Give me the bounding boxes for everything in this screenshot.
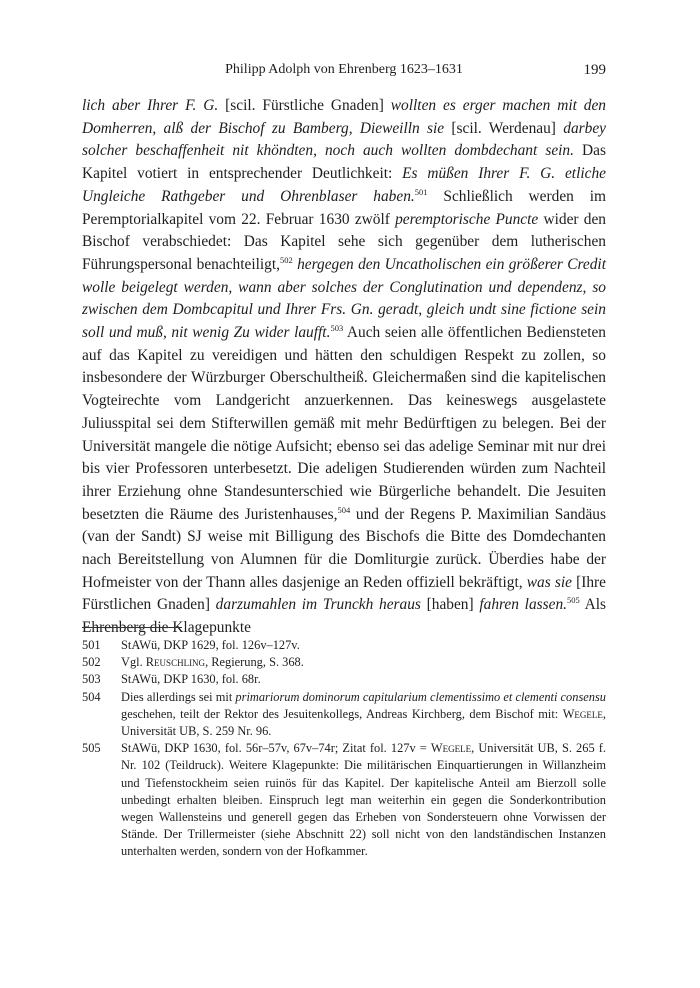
footnote-505 bbox=[82, 740, 606, 860]
body-text: Das Kapitel votiert in entsprechender Deutlichkeit: bbox=[82, 142, 606, 183]
footnote-number: 501 bbox=[82, 638, 101, 652]
footnote-text: , Universität UB, S. 265 f. Nr. 102 (Teildruck). Weitere Klagepunkte: Die militärischen Einquartierungen in Willanzheim und Tiefenstockheim seien ruinös für das Kapitel. Der kapitelische Anteil am Bierzoll solle unbedingt erhalten bleiben. Einspruch legt man weiterhin ein gegen die Sonderkontribution wegen Wallensteins und generell gegen das Erheben von Sondersteuern ohne Vorwissen der Stände. Der Trillermeister (siehe Abschnitt 22) soll nicht von den landständischen Instanzen unterhalten werden, sondern von der Hofkammer. bbox=[121, 741, 606, 859]
footnote-text: geschehen, teilt der Rektor des Jesuitenkollegs, Andreas Kirchberg, dem Bischof mit: bbox=[121, 706, 563, 721]
quote-text: fahren lassen. bbox=[479, 596, 567, 614]
footnote-504 bbox=[82, 689, 606, 741]
author-name: Reuschling bbox=[145, 655, 206, 670]
footnote-ref-504[interactable]: 504 bbox=[337, 504, 351, 515]
quote-text: hergegen den Uncatholischen ein größerer Credit wolle beigelegt werden, wann aber solches der Conglutination und dependenz, so zwischen dem Dombcapitul und Ihrer Frs. Gn. geradt, gleich undt sine fictione sein soll und muß, nit wenig Zu wider laufft. bbox=[82, 255, 606, 342]
quote-text: wollten es erger machen mit den Domherren, alß der Bischof zu Bamberg, Dieweilln sie bbox=[82, 97, 607, 137]
footnote-text: Dies allerdings sei mit bbox=[121, 689, 236, 704]
quote-text: primariorum dominorum capitularium clementissimo et clementi consensu bbox=[235, 689, 606, 704]
body-text: Als Ehrenberg die Klagepunkte bbox=[82, 596, 606, 637]
footnote-number: 505 bbox=[82, 741, 101, 756]
footnote-ref-503[interactable]: 503 bbox=[330, 323, 344, 334]
footnote-number: 503 bbox=[82, 672, 101, 687]
body-paragraph bbox=[82, 95, 606, 640]
footnotes bbox=[82, 637, 606, 861]
quote-text: darbey solcher beschaffenheit nit khöndten, noch auch wollten dombdechant sein. bbox=[82, 119, 606, 160]
body-text: Schließlich werden im Peremptorialkapitel vom 22. Februar 1630 zwölf bbox=[82, 187, 606, 228]
quote-text: lich aber Ihrer F. G. bbox=[82, 97, 219, 114]
footnote-text: Vgl. bbox=[121, 655, 146, 670]
editorial-note: [haben] bbox=[420, 596, 480, 614]
footnote-number: 502 bbox=[82, 655, 101, 670]
footnote-502 bbox=[82, 654, 606, 671]
editorial-note: [scil. Werdenau] bbox=[444, 119, 564, 137]
editorial-note: [scil. Fürstliche Gnaden] bbox=[218, 97, 391, 114]
body-text: und der Regens P. Maximilian Sandäus (van der Sandt) SJ weise mit Billigung des Bischofs die Bitte des Domdechanten nach Bereitstellung von Alumnen für die Domliturgie zurück. Überdies habe der Hofmeister von der Thann alles dasjenige an Reden offiziell bekräftigt, bbox=[82, 505, 606, 591]
footnote-text: , Regierung, S. 368. bbox=[205, 655, 304, 670]
quote-text: peremptorische Puncte bbox=[395, 210, 539, 228]
quote-text: was sie bbox=[526, 573, 572, 591]
footnote-ref-502[interactable]: 502 bbox=[279, 254, 293, 265]
quote-text: Es müßen Ihrer F. G. etliche Ungleiche Rathgeber und Ohrenblaser haben. bbox=[82, 165, 606, 205]
footnote-503 bbox=[82, 671, 606, 688]
footnote-text: StAWü, DKP 1630, fol. 68r. bbox=[121, 672, 261, 687]
body-text: wider den Bischof verabschiedet: Das Kapitel sehe sich gegenüber dem lutherischen Führungspersonal benachteiligt, bbox=[82, 210, 606, 273]
footnote-separator bbox=[82, 627, 182, 628]
footnote-ref-505[interactable]: 505 bbox=[567, 595, 580, 606]
quote-text: darzumahlen im Trunckh heraus bbox=[215, 596, 421, 614]
author-name: Wegele bbox=[562, 706, 603, 721]
footnote-number: 504 bbox=[82, 689, 101, 704]
footnote-text: StAWü, DKP 1630, fol. 56r–57v, 67v–74r; Zitat fol. 127v = bbox=[121, 741, 431, 756]
footnote-ref-501[interactable]: 501 bbox=[414, 186, 428, 197]
author-name: Wegele bbox=[430, 741, 472, 756]
editorial-note: [Ihre Fürstlichen Gnaden] bbox=[82, 573, 606, 614]
page-number: 199 bbox=[583, 62, 606, 78]
running-head: Philipp Adolph von Ehrenberg 1623–1631 bbox=[225, 62, 463, 77]
body-text: Auch seien alle öffentlichen Bediensteten auf das Kapitel zu vereidigen und hätten den schuldigen Respekt zu zollen, so insbesondere der Würzburger Oberschultheiß. Gleichermaßen sind die kapitelischen Vogteirechte vom Landgericht anzuerkennen. Das keineswegs ausgelastete Juliusspital sei dem Stifterwillen gemäß mit mehr Bedürftigen zu belegen. Bei der Universität mangele die nötige Aufsicht; ebenso sei das adelige Seminar mit nur drei bis vier Professoren unterbesetzt. Die adeligen Studierenden würden zum Nachteil ihrer Erziehung ohne Standesunterschied wie Bürgerliche behandelt. Die Jesuiten besetzten die Räume des Juristenhauses, bbox=[82, 324, 606, 523]
footnote-text: , Universität UB, S. 259 Nr. 96. bbox=[121, 706, 606, 739]
footnote-501 bbox=[82, 637, 606, 654]
footnote-text: StAWü, DKP 1629, fol. 126v–127v. bbox=[121, 638, 300, 652]
